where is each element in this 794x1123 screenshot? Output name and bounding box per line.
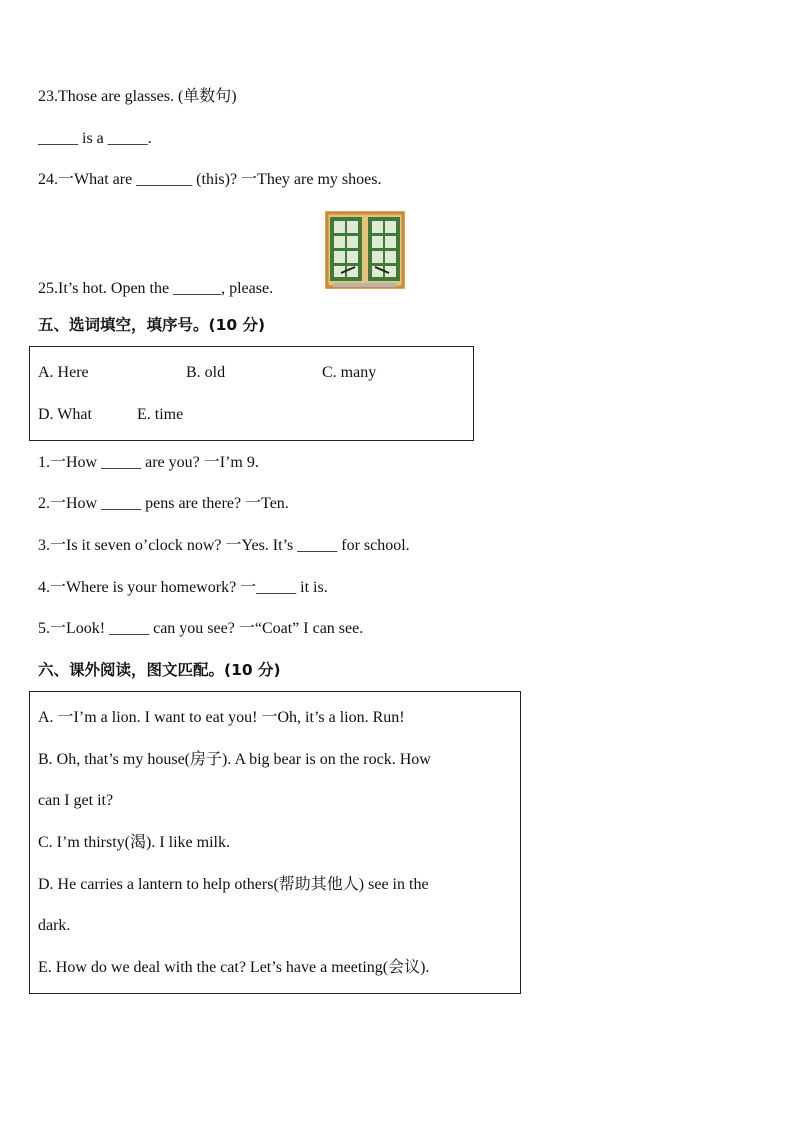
- reading-item-c: C. I’m thirsty(渴). I like milk.: [38, 834, 230, 851]
- reading-item-d: D. He carries a lantern to help others(帮助其他人) see in the: [38, 876, 429, 893]
- s5-question-3: 3.一Is it seven o’clock now? 一Yes. It’s _____ for school.: [38, 537, 410, 554]
- section5-heading: 五、选词填空，填序号。(10 分): [38, 316, 266, 334]
- reading-item-b-cont: can I get it?: [38, 792, 114, 809]
- section6-heading: 六、课外阅读，图文匹配。(10 分): [38, 661, 281, 679]
- option-d: D. What: [38, 406, 92, 423]
- option-b: B. old: [186, 364, 226, 381]
- q23-answer-line: _____ is a _____.: [38, 130, 152, 147]
- reading-item-d-cont: dark.: [38, 917, 71, 934]
- q24-text: 24.一What are _______ (this)? 一They are my shoes.: [38, 171, 382, 188]
- window-icon: [325, 211, 405, 289]
- q25-text: 25.It’s hot. Open the ______, please.: [38, 280, 274, 297]
- reading-item-e: E. How do we deal with the cat? Let’s have a meeting(会议).: [38, 959, 430, 976]
- reading-box: [29, 691, 521, 994]
- s5-question-1: 1.一How _____ are you? 一I’m 9.: [38, 454, 259, 471]
- reading-item-b: B. Oh, that’s my house(房子). A big bear is on the rock. How: [38, 751, 431, 768]
- s5-question-4: 4.一Where is your homework? 一_____ it is.: [38, 579, 328, 596]
- option-c: C. many: [322, 364, 377, 381]
- s5-question-5: 5.一Look! _____ can you see? 一“Coat” I can see.: [38, 620, 364, 637]
- q23-prompt: 23.Those are glasses. (单数句): [38, 88, 237, 105]
- word-bank-box: [29, 346, 474, 441]
- option-a: A. Here: [38, 364, 89, 381]
- reading-item-a: A. 一I’m a lion. I want to eat you! 一Oh, it’s a lion. Run!: [38, 709, 405, 726]
- option-e: E. time: [137, 406, 184, 423]
- s5-question-2: 2.一How _____ pens are there? 一Ten.: [38, 495, 289, 512]
